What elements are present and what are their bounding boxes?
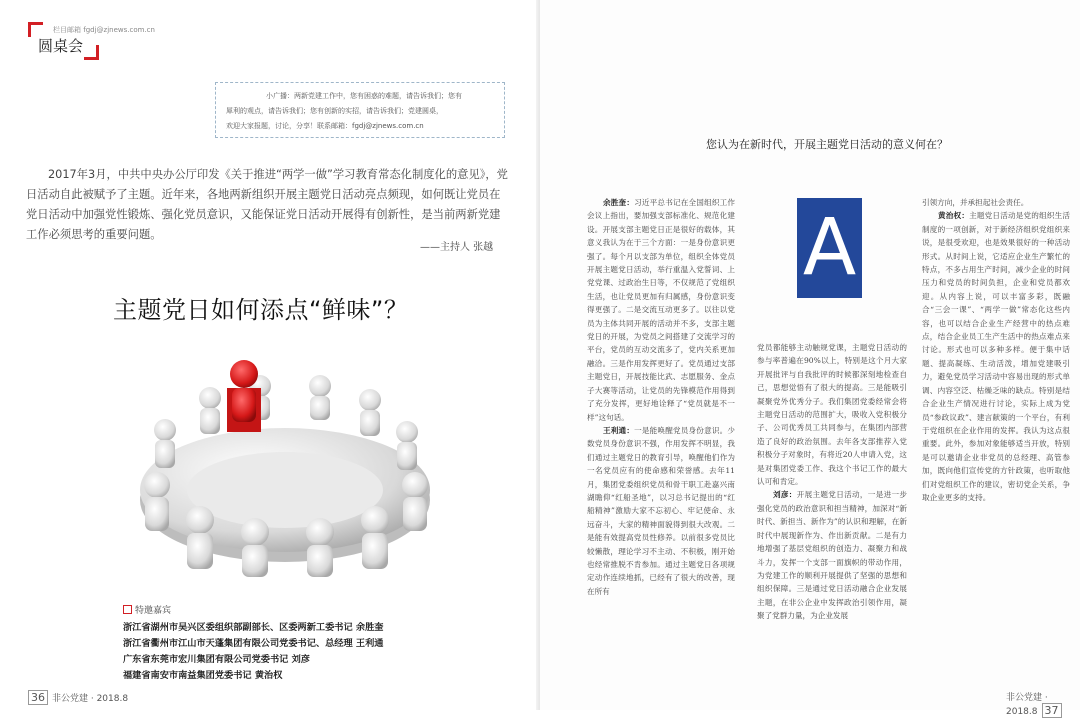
round-table-illustration [135,350,435,580]
folio-right: 非公党建 · 2018.8 37 [1006,690,1080,718]
square-bullet-icon [123,605,132,614]
article-title: 主题党日如何添点“鲜味”？ [113,296,409,324]
guests-heading: 特邀嘉宾 [123,603,171,616]
text-column-3 [922,196,1070,504]
answer-paragraph: 党员都能够主动触规党课，主题党日活动的参与率普遍在90%以上，特别是这个月大家开展批评与自我批评的时候都深刻地检查自己，思想觉悟有了很大的提高。三是能吸引凝聚党外优秀分子。我们集团党委经常会将主题党日活动的范围扩大，吸收入党积极分子、公司优秀员工共同参与，在集团内部营造了良好的政治氛围。去年各支部推荐入党积极分子对象时，有将近20人申请入党，这是对集团党委工作、我这个书记工作的最大认可和肯定。 [757,343,907,487]
answer-paragraph: 余胜奎：习近平总书记在全国组织工作会议上指出，要加强支部标准化、规范化建设。开展支部主题党日正是很好的载体，其意义我认为在于三个方面：一是身份意识更强了。每个月以支部为单位，组织全体党员开展主题党日活动，举行重温入党誓词、上党党课、过政治生日等，不仅规范了党组织生活，也让党员更加有归属感，身份意识变得更强了。二是交流互动更多了。以往以党员为主体共同开展的活动并不多，支部主题党日的开展，为党员之间搭建了交流学习的平台，党员的互动交流多了，党内关系更加融洽。三是作用发挥更好了。党员通过支部主题党日，开展技能比武、志愿服务、金点子大赛等活动，让党员的先锋模范作用得到了充分发挥，更好地诠释了“党员就是不一样”这句话。 [587,198,736,422]
guest-item: 浙江省衢州市江山市天蓬集团有限公司党委书记、总经理 王利通 [123,638,384,649]
answer-paragraph: 引领方向，并承担起社会责任。 [922,198,1029,207]
answer-letter-block: A [797,198,862,298]
notice-line: 欢迎大家报题，讨论，分享！联系邮箱：fgdj@zjnews.com.cn [226,122,424,130]
text-column-1 [587,196,735,598]
notice-box [215,82,505,138]
answer-paragraph: 刘彦：开展主题党日活动，一是进一步强化党员的政治意识和担当精神，加深对“新时代、新担当、新作为”的认识和理解，在新时代中展现新作为、作出新贡献。二是有力地增强了基层党组织的创造力、凝聚力和战斗力，发挥一个支部一面旗帜的带动作用，为党建工作的顺利开展提供了坚强的思想和组织保障。三是通过党日活动融合企业发展主题，在非公企业中发挥政治引领作用，凝聚了党群力量，为企业发展 [757,490,908,621]
column-email: 栏目邮箱 fgdj@zjnews.com.cn [53,26,155,34]
guest-item: 广东省东莞市宏川集团有限公司党委书记 刘彦 [123,654,310,665]
notice-line: 小广播：两新党建工作中，您有困惑的难题，请告诉我们；您有 [266,92,462,100]
answer-paragraph: 黄治权：主题党日活动是党的组织生活制度的一项创新，对于新经济组织党组织来说，是很受欢迎，也是效果很好的一种活动形式。从时间上说，它适应企业生产繁忙的特点，不多占用生产时间，减少企业的时间压力和党员的时间负担，企业和党员都欢迎。从内容上说，可以丰富多彩，既融合“三会一课”、“两学一做”常态化这些内容，也可以结合企业生产经营中的热点难点，结合企业员工生产生活中的热点难点来讨论。形式也可以多种多样。便于集中话题、提高凝练、生动活泼，增加党建吸引力，避免党员学习活动中容易出现的形式单调、内容空泛、枯燥乏味的缺点。特别是结合企业生产情况进行讨论，实际上成为党员“参政议政”、建言献策的一个平台，有利于党组织在企业作用的发挥。我认为这点很重要。此外，参加对象能够适当开放，特别是可以邀请企业非党员的总经理、高管参加，既向他们宣传党的方针政策，也听取他们对党组织工作的建议，密切党企关系，争取企业更多的支持。 [922,211,1071,502]
page-number: 36 [28,690,48,705]
notice-line: 犀利的观点，请告诉我们；您有创新的实招，请告诉我们；党建圆桌， [226,107,443,115]
page-number: 37 [1042,703,1062,718]
answer-paragraph: 王利通：一是能唤醒党员身份意识。少数党员身份意识不强，作用发挥不明显，我们通过主题党日的教育引导，唤醒他们作为一名党员应有的使命感和荣誉感。去年11月，集团党委组织党员和骨干职工赴嘉兴南湖瞻仰“红船圣地”，以习总书记提出的“红船精神”激励大家不忘初心、牢记使命、永远奋斗，大家的精神面貌得到很大改观。二是能有效提高党员性修养。以前很多党员比较懒散，理论学习不主动、不积极，刚开始也经常推脱不肯参加。通过主题党日各项规定动作连续地抓，已经有了很大的改善，现在所有 [587,425,736,596]
question-heading: 您认为在新时代，开展主题党日活动的意义何在？ [706,138,948,151]
left-page [0,0,540,710]
intro-paragraph: 2017年3月，中共中央办公厅印发《关于推进“两学一做”学习教育常态化制度化的意见》，党日活动自此被赋予了主题。近年来，各地两新组织开展主题党日活动亮点频现，如何既让党员在党日活动中加强党性锻炼、强化党员意识，又能保证党日活动开展得有创新性，是当前两新党建工作必须思考的重要问题。 [26,168,508,241]
text-column-2 [757,341,907,623]
host-credit: ——主持人 张越 [420,242,494,253]
bracket-bottom-right [84,45,99,60]
folio-left: 36 非公党建 · 2018.8 [28,690,128,705]
guests-list [123,620,383,684]
column-name: 圆桌会 [38,37,84,55]
guest-item: 浙江省湖州市吴兴区委组织部副部长、区委两新工委书记 余胜奎 [123,622,384,633]
guest-item: 福建省南安市南益集团党委书记 黄治权 [123,670,283,681]
